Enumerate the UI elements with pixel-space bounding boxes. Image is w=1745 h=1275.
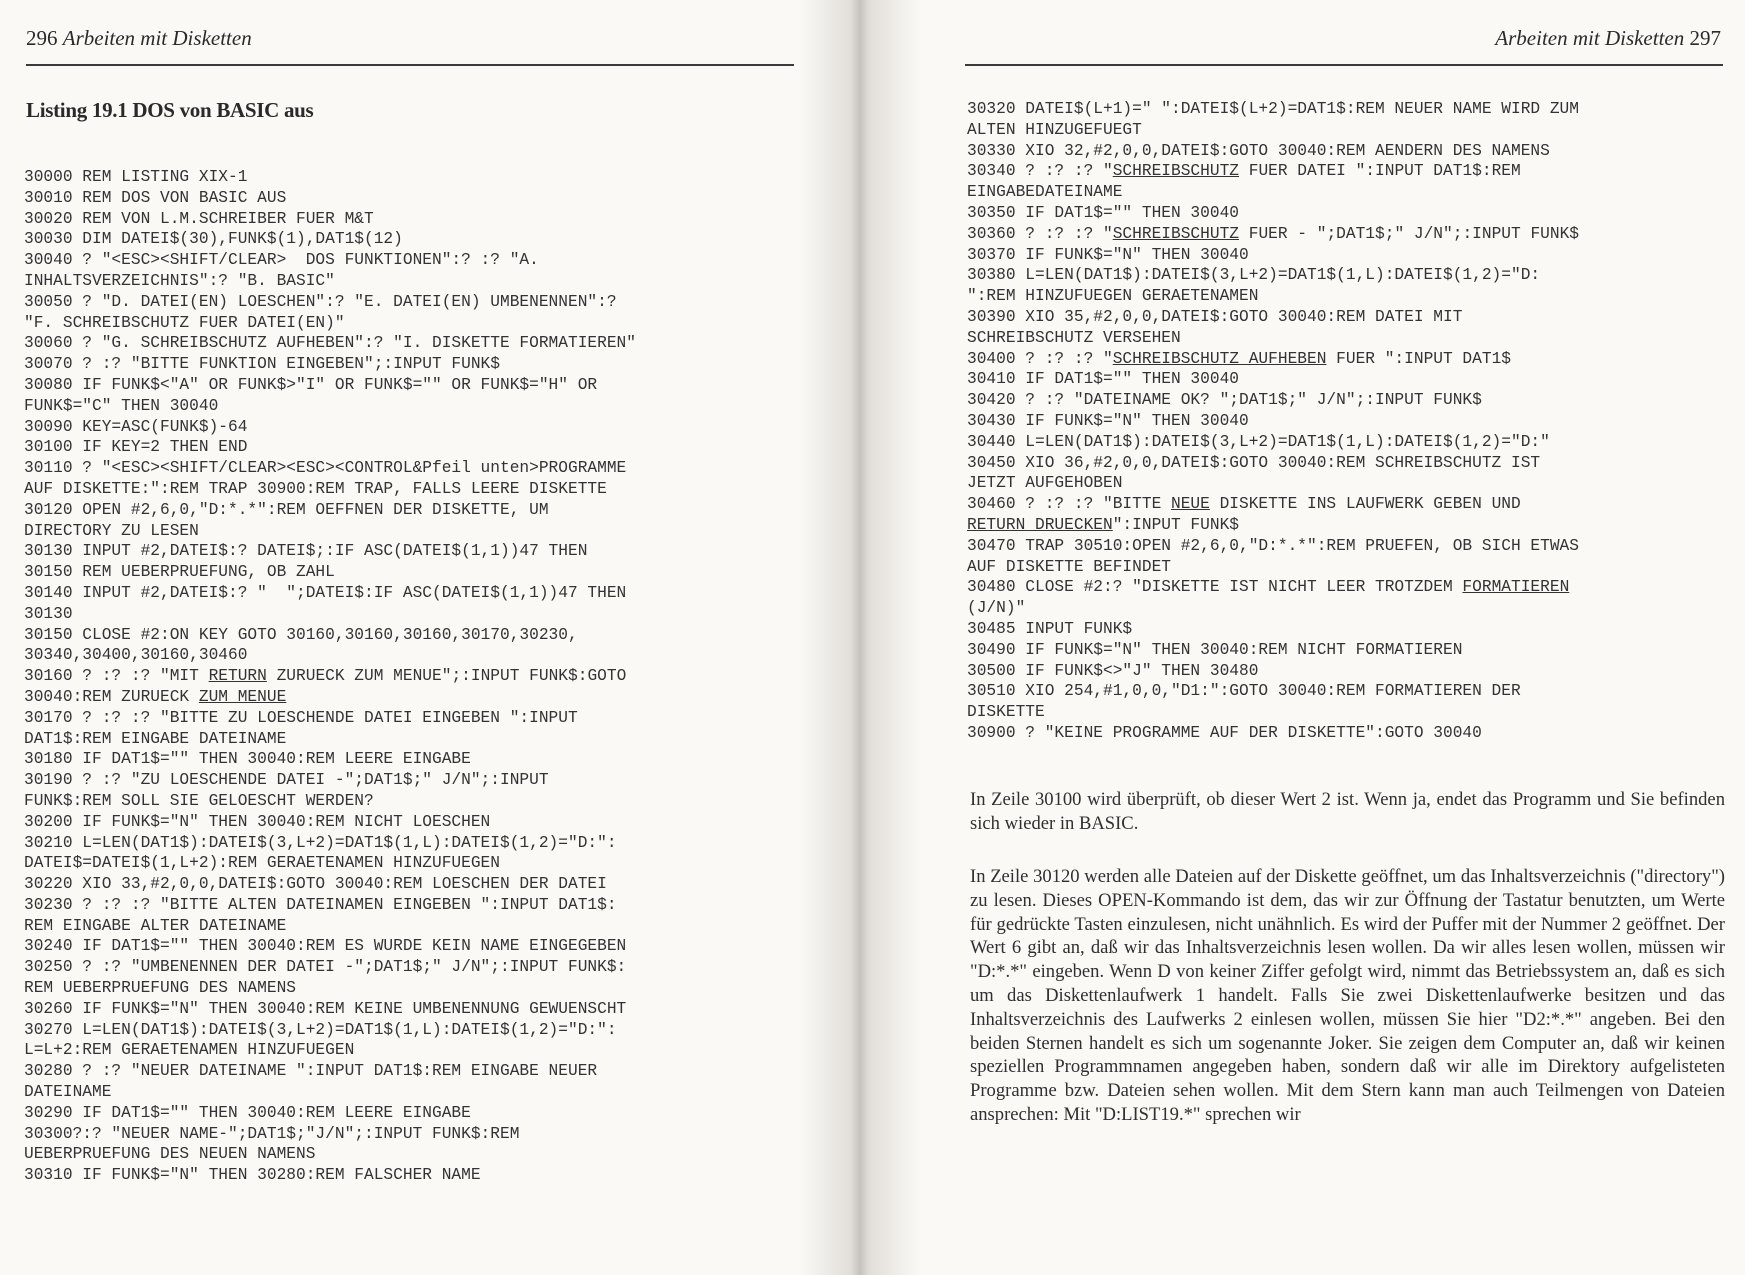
code-line: L=L+2:REM GERAETENAMEN HINZUFUEGEN: [24, 1041, 355, 1060]
code-line: 30140 INPUT #2,DATEI$:? " ";DATEI$:IF ASC(DATEI$(1,1))47 THEN: [24, 583, 627, 602]
running-head: Arbeiten mit Disketten: [1495, 26, 1685, 50]
code-line: 30130: [24, 604, 73, 623]
code-line: 30040:REM ZURUECK ZUM MENUE: [24, 687, 287, 706]
code-line: 30485 INPUT FUNK$: [967, 619, 1133, 638]
code-line: 30020 REM VON L.M.SCHREIBER FUER M&T: [24, 209, 374, 228]
code-line: UEBERPRUEFUNG DES NEUEN NAMENS: [24, 1145, 316, 1164]
underlined-term: SCHREIBSCHUTZ AUFHEBEN: [1112, 349, 1327, 368]
running-head: Arbeiten mit Disketten: [62, 26, 252, 50]
code-line: 30370 IF FUNK$="N" THEN 30040: [967, 245, 1249, 264]
code-line: 30440 L=LEN(DAT1$):DATEI$(3,L+2)=DAT1$(1,L):DATEI$(1,2)="D:": [967, 432, 1550, 451]
code-line: 30380 L=LEN(DAT1$):DATEI$(3,L+2)=DAT1$(1,L):DATEI$(1,2)="D:: [967, 266, 1541, 285]
code-line: AUF DISKETTE:":REM TRAP 30900:REM TRAP, FALLS LEERE DISKETTE: [24, 479, 607, 498]
code-line: DAT1$:REM EINGABE DATEINAME: [24, 729, 287, 748]
code-line: 30110 ? "<ESC><SHIFT/CLEAR><ESC><CONTROL&Pfeil unten>PROGRAMME: [24, 459, 627, 478]
code-line: 30150 CLOSE #2:ON KEY GOTO 30160,30160,30160,30170,30230,: [24, 625, 578, 644]
code-line: 30240 IF DAT1$="" THEN 30040:REM ES WURDE KEIN NAME EINGEGEBEN: [24, 937, 627, 956]
code-line: 30510 XIO 254,#1,0,0,"D1:":GOTO 30040:REM FORMATIEREN DER: [967, 682, 1521, 701]
code-line: 30340,30400,30160,30460: [24, 646, 248, 665]
code-line: SCHREIBSCHUTZ VERSEHEN: [967, 328, 1181, 347]
code-line: 30470 TRAP 30510:OPEN #2,6,0,"D:*.*":REM PRUEFEN, OB SICH ETWAS: [967, 536, 1579, 555]
code-line: INHALTSVERZEICHNIS":? "B. BASIC": [24, 271, 335, 290]
code-line: 30430 IF FUNK$="N" THEN 30040: [967, 411, 1249, 430]
code-line: 30390 XIO 35,#2,0,0,DATEI$:GOTO 30040:REM DATEI MIT: [967, 307, 1463, 326]
page-number: 296: [26, 26, 58, 50]
code-line: 30060 ? "G. SCHREIBSCHUTZ AUFHEBEN":? "I. DISKETTE FORMATIEREN": [24, 334, 636, 353]
code-line: FUNK$:REM SOLL SIE GELOESCHT WERDEN?: [24, 791, 374, 810]
code-line: 30210 L=LEN(DAT1$):DATEI$(3,L+2)=DAT1$(1,L):DATEI$(1,2)="D:":: [24, 833, 617, 852]
code-listing: [24, 167, 636, 1186]
body-paragraph: In Zeile 30100 wird überprüft, ob dieser Wert 2 ist. Wenn ja, endet das Programm und Sie befinden sich wieder in BASIC.: [970, 789, 1725, 834]
code-line: 30010 REM DOS VON BASIC AUS: [24, 188, 287, 207]
code-line: 30090 KEY=ASC(FUNK$)-64: [24, 417, 248, 436]
left-page-header: [26, 26, 252, 51]
code-line: 30500 IF FUNK$<>"J" THEN 30480: [967, 661, 1259, 680]
code-line: 30480 CLOSE #2:? "DISKETTE IST NICHT LEER TROTZDEM FORMATIEREN: [967, 578, 1570, 597]
code-line: 30280 ? :? "NEUER DATEINAME ":INPUT DAT1$:REM EINGABE NEUER: [24, 1062, 598, 1081]
page-number: 297: [1689, 26, 1721, 50]
underlined-term: RETURN: [208, 667, 267, 686]
listing-title: Listing 19.1 DOS von BASIC aus: [26, 98, 314, 122]
underlined-term: NEUE: [1171, 495, 1210, 514]
code-line: "F. SCHREIBSCHUTZ FUER DATEI(EN)": [24, 313, 345, 332]
code-line: 30410 IF DAT1$="" THEN 30040: [967, 370, 1239, 389]
code-line: 30200 IF FUNK$="N" THEN 30040:REM NICHT LOESCHEN: [24, 812, 491, 831]
left-page: [0, 0, 850, 1275]
code-line: DIRECTORY ZU LESEN: [24, 521, 199, 540]
code-line: ":REM HINZUFUEGEN GERAETENAMEN: [967, 287, 1259, 306]
code-line: REM UEBERPRUEFUNG DES NAMENS: [24, 979, 296, 998]
underlined-term: ZUM MENUE: [198, 687, 287, 706]
code-line: DATEINAME: [24, 1083, 112, 1102]
code-line: 30490 IF FUNK$="N" THEN 30040:REM NICHT FORMATIEREN: [967, 640, 1463, 659]
code-line: 30130 INPUT #2,DATEI$:? DATEI$;:IF ASC(DATEI$(1,1))47 THEN: [24, 542, 588, 561]
code-line: 30460 ? :? :? "BITTE NEUE DISKETTE INS LAUFWERK GEBEN UND: [967, 495, 1521, 514]
code-line: 30350 IF DAT1$="" THEN 30040: [967, 203, 1239, 222]
underlined-term: FORMATIEREN: [1462, 578, 1570, 597]
code-line: 30030 DIM DATEI$(30),FUNK$(1),DAT1$(12): [24, 230, 403, 249]
code-line: EINGABEDATEINAME: [967, 183, 1123, 202]
code-line: 30450 XIO 36,#2,0,0,DATEI$:GOTO 30040:REM SCHREIBSCHUTZ IST: [967, 453, 1541, 472]
code-line: 30420 ? :? "DATEINAME OK? ";DAT1$;" J/N";:INPUT FUNK$: [967, 391, 1482, 410]
code-line: 30400 ? :? :? "SCHREIBSCHUTZ AUFHEBEN FUER ":INPUT DAT1$: [967, 349, 1512, 368]
code-line: RETURN DRUECKEN":INPUT FUNK$: [967, 515, 1240, 534]
underlined-term: SCHREIBSCHUTZ: [1112, 224, 1240, 243]
code-line: 30070 ? :? "BITTE FUNKTION EINGEBEN";:INPUT FUNK$: [24, 355, 500, 374]
code-line: 30100 IF KEY=2 THEN END: [24, 438, 248, 457]
code-line: 30300?:? "NEUER NAME-";DAT1$;"J/N";:INPUT FUNK$:REM: [24, 1124, 520, 1143]
right-page: [850, 0, 1745, 1275]
right-page-header: [1495, 26, 1721, 51]
code-line: ALTEN HINZUGEFUEGT: [967, 120, 1142, 139]
code-line: 30050 ? "D. DATEI(EN) LOESCHEN":? "E. DATEI(EN) UMBENENNEN":?: [24, 292, 617, 311]
code-line: REM EINGABE ALTER DATEINAME: [24, 916, 287, 935]
code-line: 30180 IF DAT1$="" THEN 30040:REM LEERE EINGABE: [24, 750, 471, 769]
code-listing-continued: [967, 99, 1579, 744]
code-line: 30290 IF DAT1$="" THEN 30040:REM LEERE EINGABE: [24, 1103, 471, 1122]
code-line: 30320 DATEI$(L+1)=" ":DATEI$(L+2)=DAT1$:REM NEUER NAME WIRD ZUM: [967, 100, 1579, 118]
code-line: 30000 REM LISTING XIX-1: [24, 168, 248, 186]
code-line: DATEI$=DATEI$(1,L+2):REM GERAETENAMEN HINZUFUEGEN: [24, 854, 500, 873]
code-line: JETZT AUFGEHOBEN: [967, 474, 1123, 493]
underlined-term: SCHREIBSCHUTZ: [1112, 162, 1240, 181]
code-line: 30330 XIO 32,#2,0,0,DATEI$:GOTO 30040:REM AENDERN DES NAMENS: [967, 141, 1550, 160]
code-line: AUF DISKETTE BEFINDET: [967, 557, 1171, 576]
code-line: 30040 ? "<ESC><SHIFT/CLEAR> DOS FUNKTIONEN":? :? "A.: [24, 251, 539, 270]
code-line: 30310 IF FUNK$="N" THEN 30280:REM FALSCHER NAME: [24, 1166, 481, 1185]
code-line: 30900 ? "KEINE PROGRAMME AUF DER DISKETTE":GOTO 30040: [967, 723, 1482, 742]
code-line: 30360 ? :? :? "SCHREIBSCHUTZ FUER - ";DAT1$;" J/N";:INPUT FUNK$: [967, 224, 1580, 243]
code-line: 30190 ? :? "ZU LOESCHENDE DATEI -";DAT1$;" J/N";:INPUT: [24, 771, 549, 790]
code-line: 30120 OPEN #2,6,0,"D:*.*":REM OEFFNEN DER DISKETTE, UM: [24, 500, 549, 519]
code-line: 30260 IF FUNK$="N" THEN 30040:REM KEINE UMBENENNUNG GEWUENSCHT: [24, 999, 627, 1018]
code-line: 30230 ? :? :? "BITTE ALTEN DATEINAMEN EINGEBEN ":INPUT DAT1$:: [24, 895, 617, 914]
code-line: 30080 IF FUNK$<"A" OR FUNK$>"I" OR FUNK$="" OR FUNK$="H" OR: [24, 375, 598, 394]
code-line: 30220 XIO 33,#2,0,0,DATEI$:GOTO 30040:REM LOESCHEN DER DATEI: [24, 875, 607, 894]
code-line: 30160 ? :? :? "MIT RETURN ZURUECK ZUM MENUE";:INPUT FUNK$:GOTO: [24, 667, 627, 686]
header-rule: [965, 64, 1723, 66]
code-line: FUNK$="C" THEN 30040: [24, 396, 219, 415]
code-line: DISKETTE: [967, 703, 1045, 722]
code-line: 30150 REM UEBERPRUEFUNG, OB ZAHL: [24, 563, 335, 582]
code-line: 30270 L=LEN(DAT1$):DATEI$(3,L+2)=DAT1$(1,L):DATEI$(1,2)="D:":: [24, 1020, 617, 1039]
code-line: 30340 ? :? :? "SCHREIBSCHUTZ FUER DATEI ":INPUT DAT1$:REM: [967, 162, 1521, 181]
code-line: (J/N)": [967, 599, 1026, 618]
code-line: 30250 ? :? "UMBENENNEN DER DATEI -";DAT1$;" J/N";:INPUT FUNK$:: [24, 958, 627, 977]
underlined-term: RETURN DRUECKEN: [967, 515, 1113, 534]
code-line: 30170 ? :? :? "BITTE ZU LOESCHENDE DATEI EINGEBEN ":INPUT: [24, 708, 578, 727]
body-paragraph: In Zeile 30120 werden alle Dateien auf der Diskette geöffnet, um das Inhaltsverzeichnis ("directory") zu lesen. Dieses OPEN-Kommando ist dem, das wir zur Öffnung der Tastatur benutzten, um Werte für gedrückte Tasten einzulesen, nicht unähnlich. Es wird der Puffer mit der Nummer 2 geöffnet. Der Wert 6 gibt an, daß wir das Inhaltsverzeichnis lesen wollen. Da wir alles lesen wollen, müssen wir "D:*.*" eingeben. Wenn D von keiner Ziffer gefolgt wird, nimmt das Betriebssystem an, daß es sich um das Diskettenlaufwerk 1 handelt. Falls Sie zwei Diskettenlaufwerke besitzen und das Inhaltsverzeichnis des Laufwerks 2 einlesen wollen, müssen Sie hier "D2:*.*" angeben. Bei den beiden Sternen handelt es sich um sogenannte Joker. Sie zeigen dem Computer an, daß wir keinen speziellen Programmnamen angegeben haben, sondern daß wir alle im Direktory aufgelisteten Programme bzw. Dateien sehen wollen. Mit dem Stern kann man auch Teilmengen von Dateien ansprechen: Mit "D:LIST19.*" sprechen wir: [970, 866, 1725, 1125]
header-rule: [26, 64, 794, 66]
